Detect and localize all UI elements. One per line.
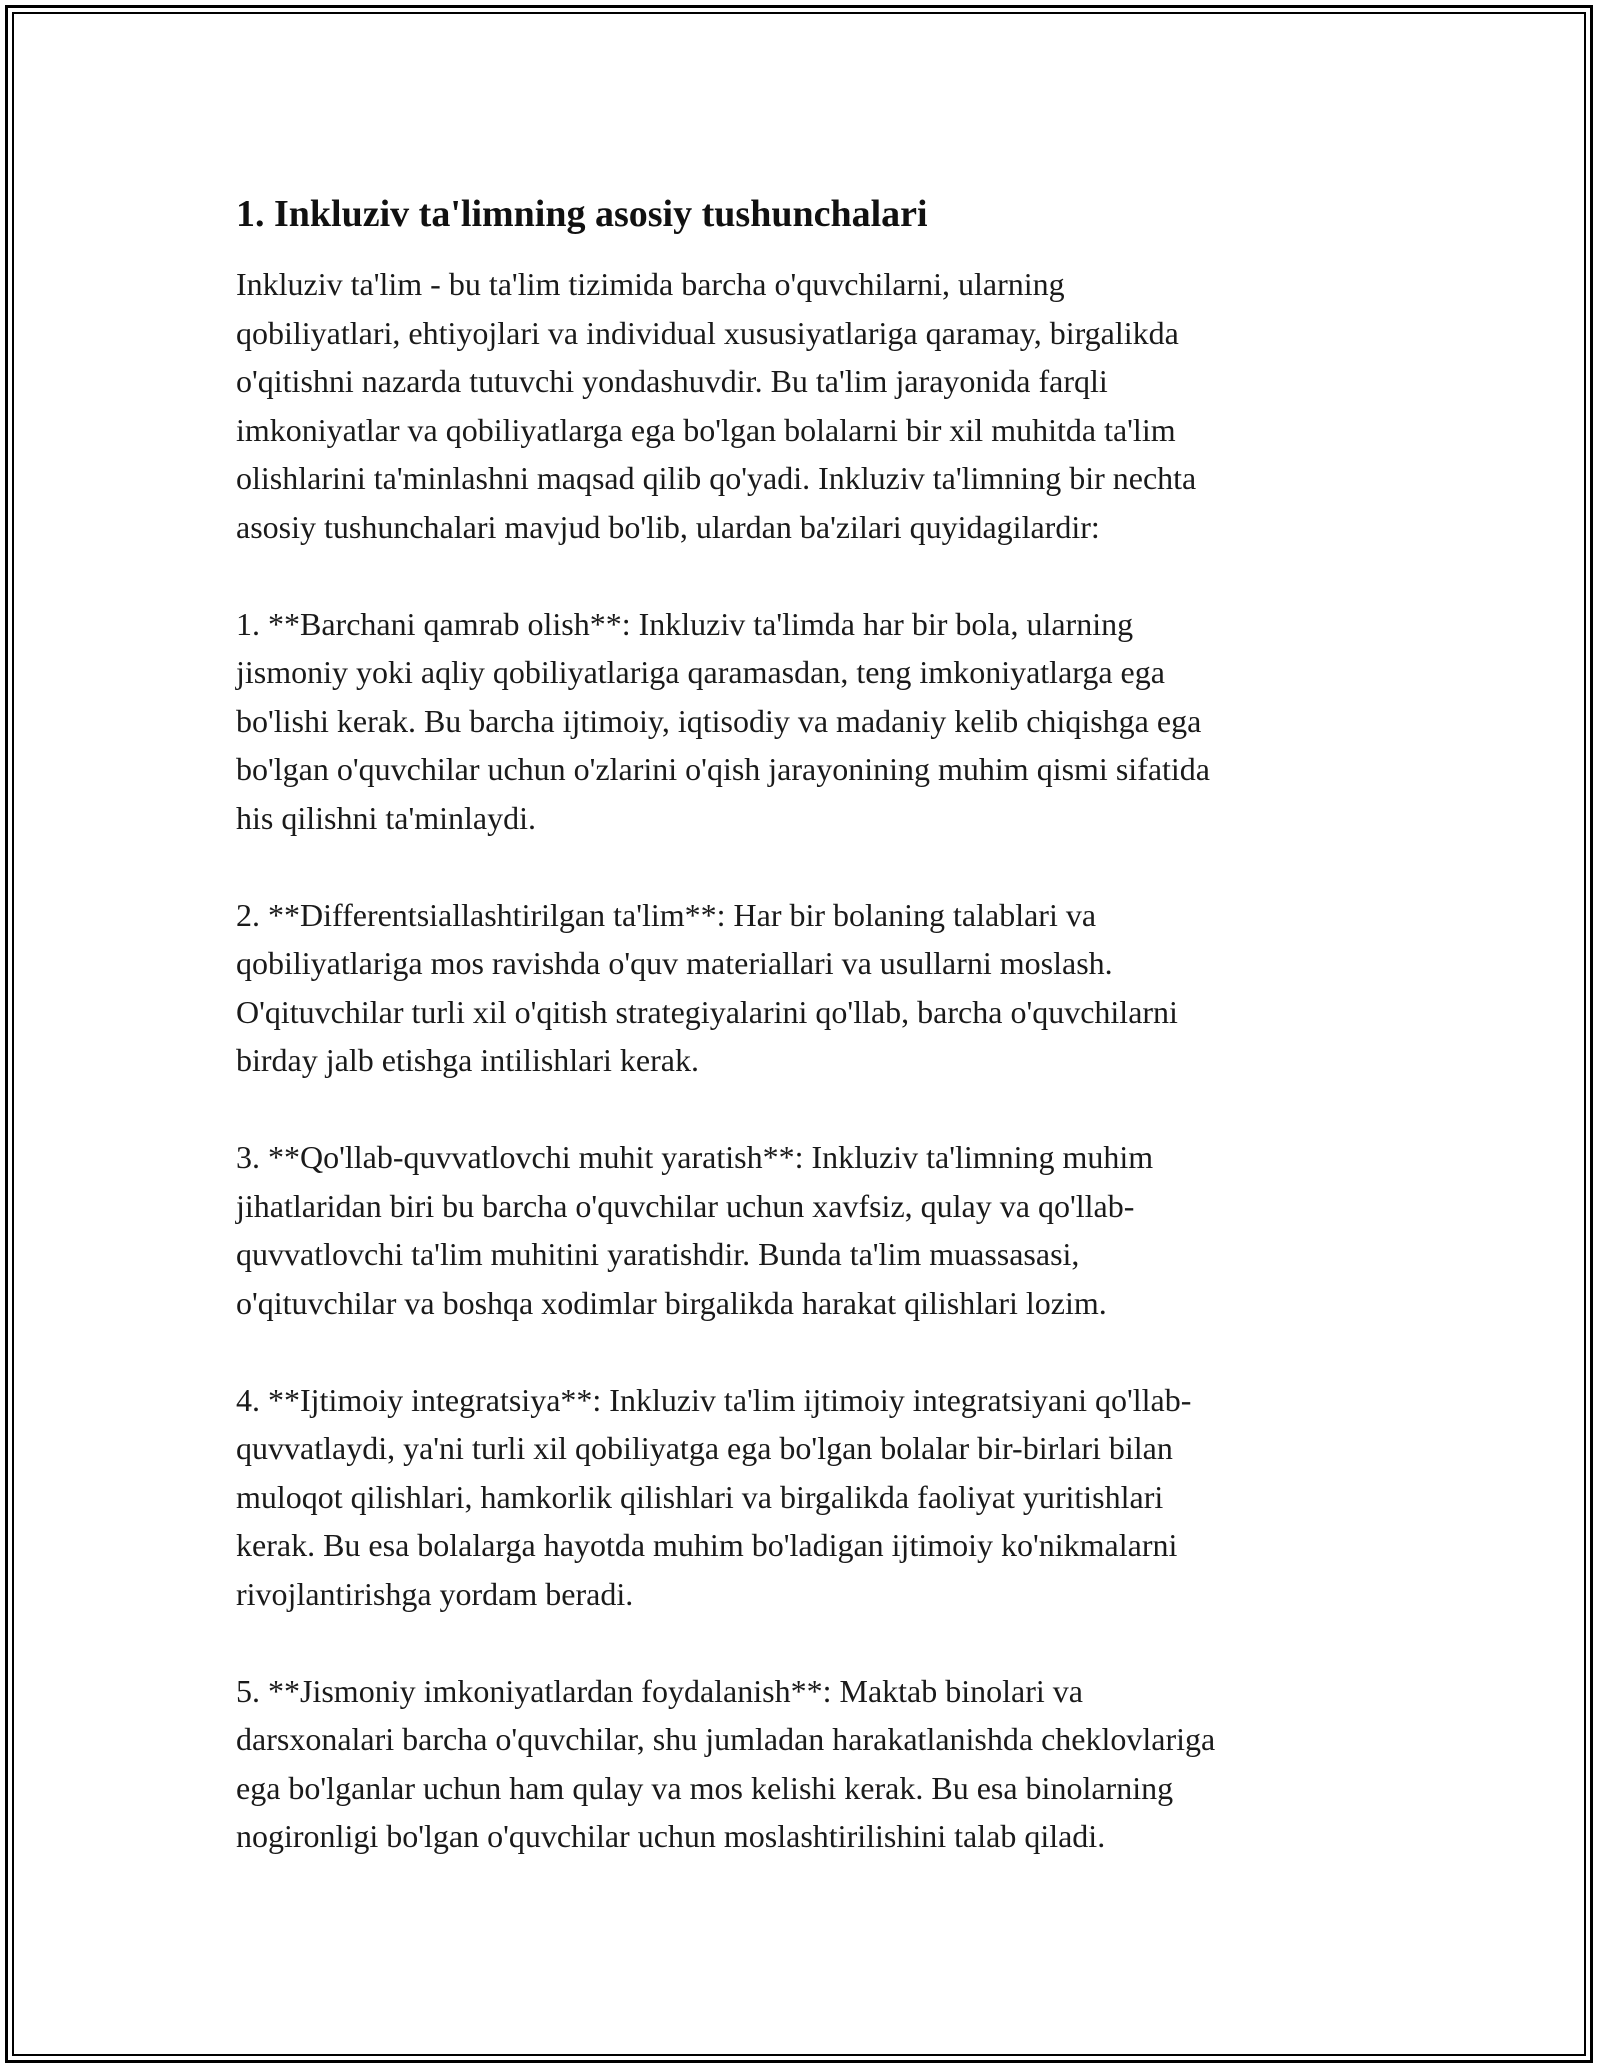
text-line: nogironligi bo'lgan o'quvchilar uchun moslashtirilishini talab qiladi. [236,1818,1106,1854]
text-line: 1. **Barchani qamrab olish**: Inkluziv ta'limda har bir bola, ularning [236,605,1134,642]
section-heading: 1. Inkluziv ta'limning asosiy tushunchalari [236,193,928,235]
text-line: rivojlantirishga yordam beradi. [236,1575,634,1612]
text-line: jihatlaridan biri bu barcha o'quvchilar uchun xavfsiz, qulay va qo'llab- [236,1187,1135,1224]
text-line: 5. **Jismoniy imkoniyatlardan foydalanish**: Maktab binolari va [236,1672,1083,1709]
list-item-5 [236,1667,1376,1861]
text-line: olishlarini ta'minlashni maqsad qilib qo'yadi. Inkluziv ta'limning bir nechta [236,460,1197,496]
list-item-2 [236,891,1376,1085]
list-item-3 [236,1133,1376,1327]
text-line: o'qitishni nazarda tutuvchi yondashuvdir. Bu ta'lim jarayonida farqli [236,363,1108,399]
text-line: bo'lishi kerak. Bu barcha ijtimoiy, iqtisodiy va madaniy kelib chiqishga ega [236,702,1202,739]
document-body [236,190,1376,1909]
text-line: quvvatlovchi ta'lim muhitini yaratishdir. Bunda ta'lim muassasasi, [236,1236,1080,1272]
text-line: his qilishni ta'minlaydi. [236,799,536,836]
text-line: quvvatlaydi, ya'ni turli xil qobiliyatga ega bo'lgan bolalar bir-birlari bilan [236,1430,1173,1466]
text-line: o'qituvchilar va boshqa xodimlar birgalikda harakat qilishlari lozim. [236,1284,1107,1321]
paragraph-intro [236,260,1376,551]
list-item-4 [236,1376,1376,1619]
list-item-1 [236,600,1376,843]
text-line: birday jalb etishga intilishlari kerak. [236,1042,699,1078]
text-line: asosiy tushunchalari mavjud bo'lib, ulardan ba'zilari quyidagilardir: [236,508,1100,545]
text-line: 3. **Qo'llab-quvvatlovchi muhit yaratish**: Inkluziv ta'limning muhim [236,1139,1154,1175]
text-line: kerak. Bu esa bolalarga hayotda muhim bo'ladigan ijtimoiy ko'nikmalarni [236,1527,1178,1563]
text-line: darsxonalari barcha o'quvchilar, shu jumladan harakatlanishda cheklovlariga [236,1721,1216,1757]
text-line: jismoniy yoki aqliy qobiliyatlariga qaramasdan, teng imkoniyatlarga ega [236,654,1165,690]
text-line: muloqot qilishlari, hamkorlik qilishlari va birgalikda faoliyat yuritishlari [236,1478,1164,1515]
text-line: ega bo'lganlar uchun ham qulay va mos kelishi kerak. Bu esa binolarning [236,1769,1174,1806]
text-line: 2. **Differentsiallashtirilgan ta'lim**: Har bir bolaning talablari va [236,896,1097,933]
text-line: Inkluziv ta'lim - bu ta'lim tizimida barcha o'quvchilarni, ularning [236,266,1065,302]
text-line: qobiliyatlariga mos ravishda o'quv materiallari va usullarni moslash. [236,945,1113,981]
text-line: 4. **Ijtimoiy integratsiya**: Inkluziv ta'lim ijtimoiy integratsiyani qo'llab- [236,1381,1192,1418]
text-line: imkoniyatlar va qobiliyatlarga ega bo'lgan bolalarni bir xil muhitda ta'lim [236,411,1176,448]
text-line: O'qituvchilar turli xil o'qitish strategiyalarini qo'llab, barcha o'quvchilarni [236,993,1178,1030]
text-line: bo'lgan o'quvchilar uchun o'zlarini o'qish jarayonining muhim qismi sifatida [236,751,1210,787]
text-line: qobiliyatlari, ehtiyojlari va individual xususiyatlariga qaramay, birgalikda [236,314,1179,351]
